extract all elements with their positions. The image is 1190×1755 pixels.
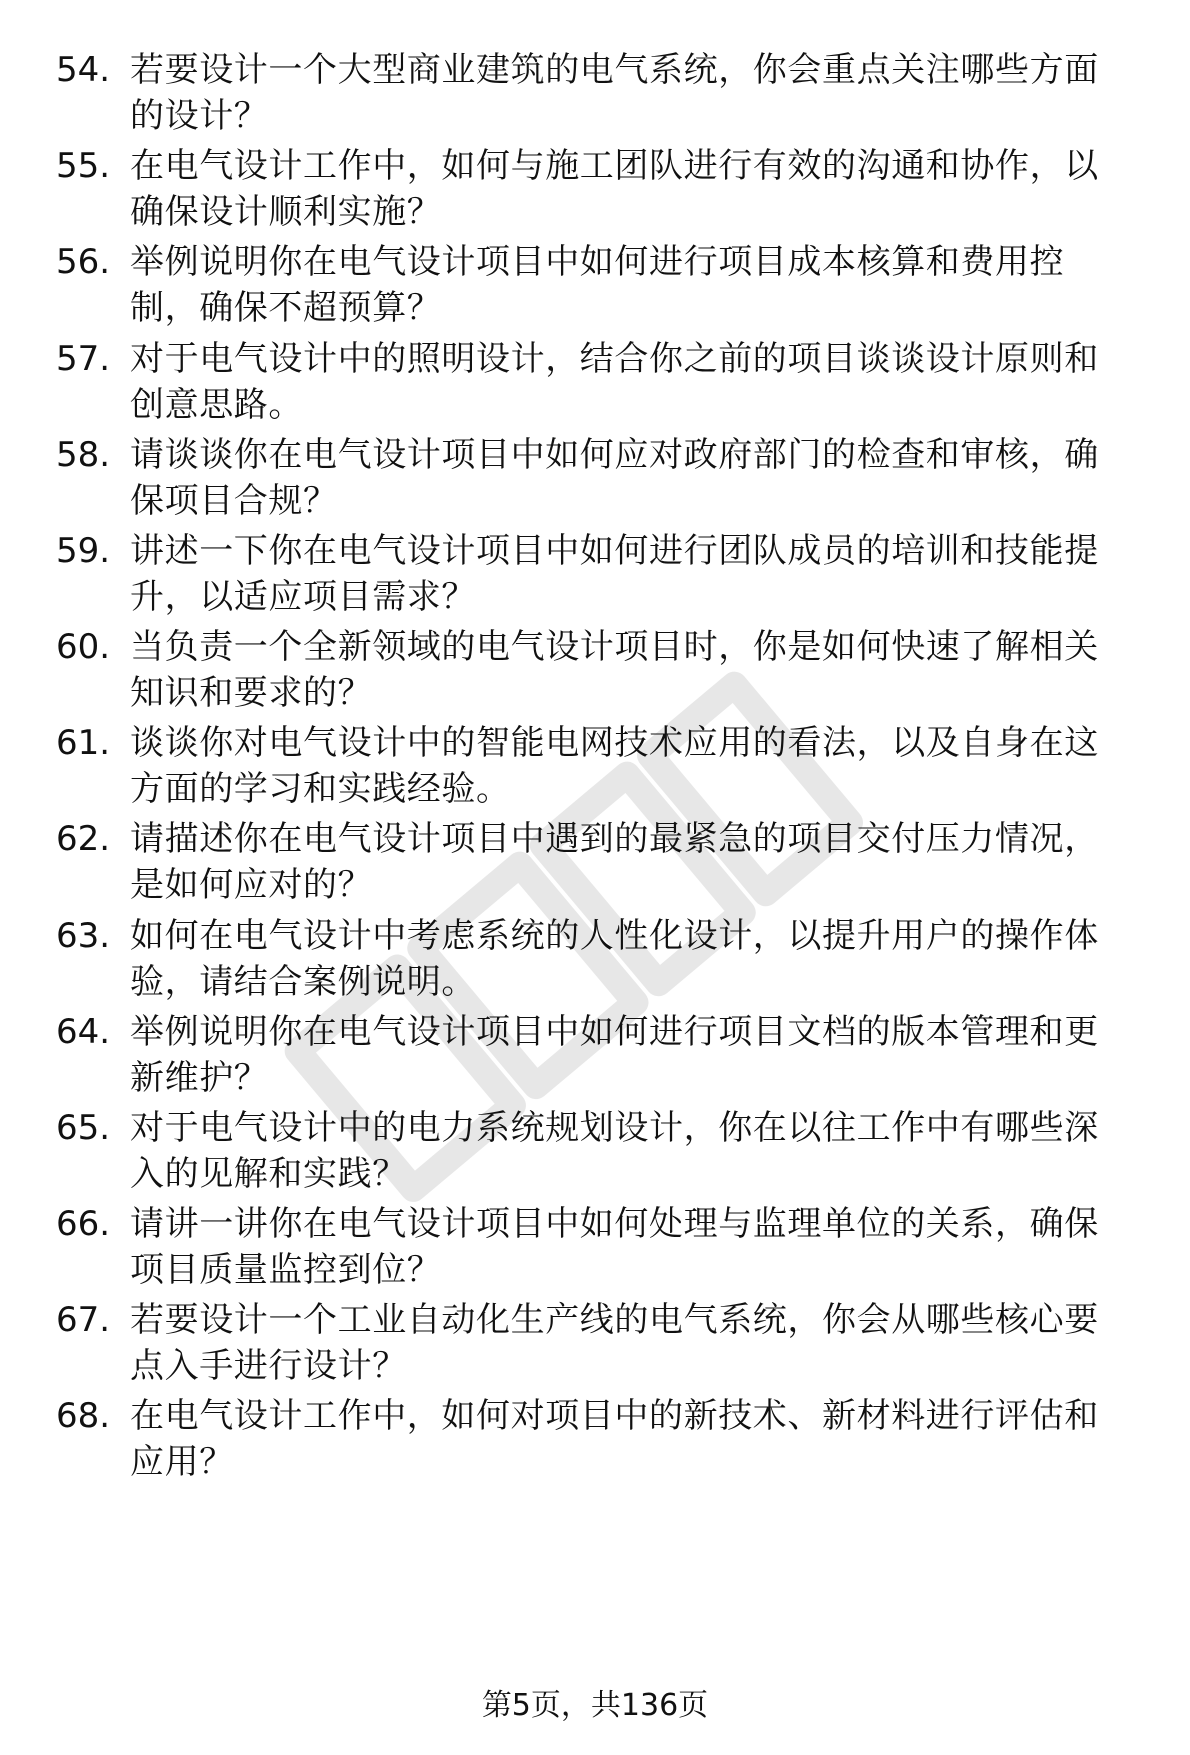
question-text-line-2: 是如何应对的？ bbox=[130, 865, 373, 905]
question-text-line-1: 在电气设计工作中，如何对项目中的新技术、新材料进行评估和 bbox=[130, 1396, 1099, 1436]
question-text-line-2: 升，以适应项目需求？ bbox=[130, 577, 476, 617]
list-item bbox=[56, 1296, 1156, 1406]
list-item bbox=[56, 1392, 1156, 1502]
list-item bbox=[56, 238, 1156, 348]
list-item bbox=[56, 527, 1156, 637]
page-footer: 第5页，共136页 bbox=[481, 1688, 709, 1723]
question-text-line-1: 谈谈你对电气设计中的智能电网技术应用的看法，以及自身在这 bbox=[130, 723, 1099, 763]
question-text-line-2: 制，确保不超预算？ bbox=[130, 288, 442, 328]
question-text-line-2: 新维护？ bbox=[130, 1058, 269, 1098]
question-text-line-1: 若要设计一个大型商业建筑的电气系统，你会重点关注哪些方面 bbox=[130, 50, 1099, 90]
question-number: 59. bbox=[56, 531, 111, 571]
list-item bbox=[56, 1104, 1156, 1214]
question-text-line-2: 的设计？ bbox=[130, 96, 269, 136]
list-item bbox=[56, 46, 1156, 156]
question-number: 55. bbox=[56, 146, 111, 186]
question-number: 66. bbox=[56, 1204, 111, 1244]
question-text-line-2: 方面的学习和实践经验。 bbox=[130, 769, 511, 809]
list-item bbox=[56, 142, 1156, 252]
question-number: 57. bbox=[56, 339, 111, 379]
question-text-line-1: 对于电气设计中的电力系统规划设计，你在以往工作中有哪些深 bbox=[130, 1108, 1099, 1148]
question-text-line-2: 项目质量监控到位？ bbox=[130, 1250, 442, 1290]
question-text-line-1: 若要设计一个工业自动化生产线的电气系统，你会从哪些核心要 bbox=[130, 1300, 1099, 1340]
question-text-line-2: 验，请结合案例说明。 bbox=[130, 962, 476, 1002]
question-text-line-1: 在电气设计工作中，如何与施工团队进行有效的沟通和协作，以 bbox=[130, 146, 1099, 186]
question-text-line-2: 确保设计顺利实施？ bbox=[130, 192, 442, 232]
question-text-line-2: 创意思路。 bbox=[130, 385, 303, 425]
list-item bbox=[56, 815, 1156, 925]
question-text-line-1: 请讲一讲你在电气设计项目中如何处理与监理单位的关系，确保 bbox=[130, 1204, 1099, 1244]
question-text-line-1: 讲述一下你在电气设计项目中如何进行团队成员的培训和技能提 bbox=[130, 531, 1099, 571]
question-number: 65. bbox=[56, 1108, 111, 1148]
question-number: 61. bbox=[56, 723, 111, 763]
question-text-line-2: 保项目合规？ bbox=[130, 481, 338, 521]
question-text-line-1: 如何在电气设计中考虑系统的人性化设计，以提升用户的操作体 bbox=[130, 916, 1099, 956]
question-number: 64. bbox=[56, 1012, 111, 1052]
question-text-line-1: 当负责一个全新领域的电气设计项目时，你是如何快速了解相关 bbox=[130, 627, 1099, 667]
list-item bbox=[56, 1008, 1156, 1118]
question-number: 68. bbox=[56, 1396, 111, 1436]
question-text-line-1: 举例说明你在电气设计项目中如何进行项目成本核算和费用控 bbox=[130, 242, 1065, 282]
question-number: 67. bbox=[56, 1300, 111, 1340]
question-number: 60. bbox=[56, 627, 111, 667]
question-text-line-2: 应用？ bbox=[130, 1442, 234, 1482]
list-item bbox=[56, 623, 1156, 733]
question-text-line-2: 点入手进行设计？ bbox=[130, 1346, 407, 1386]
question-text-line-1: 请谈谈你在电气设计项目中如何应对政府部门的检查和审核，确 bbox=[130, 435, 1099, 475]
list-item bbox=[56, 719, 1156, 829]
question-number: 54. bbox=[56, 50, 111, 90]
list-item bbox=[56, 1200, 1156, 1310]
question-text-line-1: 对于电气设计中的照明设计，结合你之前的项目谈谈设计原则和 bbox=[130, 339, 1099, 379]
list-item bbox=[56, 912, 1156, 1022]
question-text-line-2: 入的见解和实践？ bbox=[130, 1154, 407, 1194]
list-item bbox=[56, 431, 1156, 541]
question-number: 56. bbox=[56, 242, 111, 282]
list-item bbox=[56, 335, 1156, 445]
question-text-line-1: 请描述你在电气设计项目中遇到的最紧急的项目交付压力情况， bbox=[130, 819, 1099, 859]
question-text-line-2: 知识和要求的？ bbox=[130, 673, 373, 713]
question-number: 63. bbox=[56, 916, 111, 956]
question-number: 58. bbox=[56, 435, 111, 475]
question-text-line-1: 举例说明你在电气设计项目中如何进行项目文档的版本管理和更 bbox=[130, 1012, 1099, 1052]
question-number: 62. bbox=[56, 819, 111, 859]
